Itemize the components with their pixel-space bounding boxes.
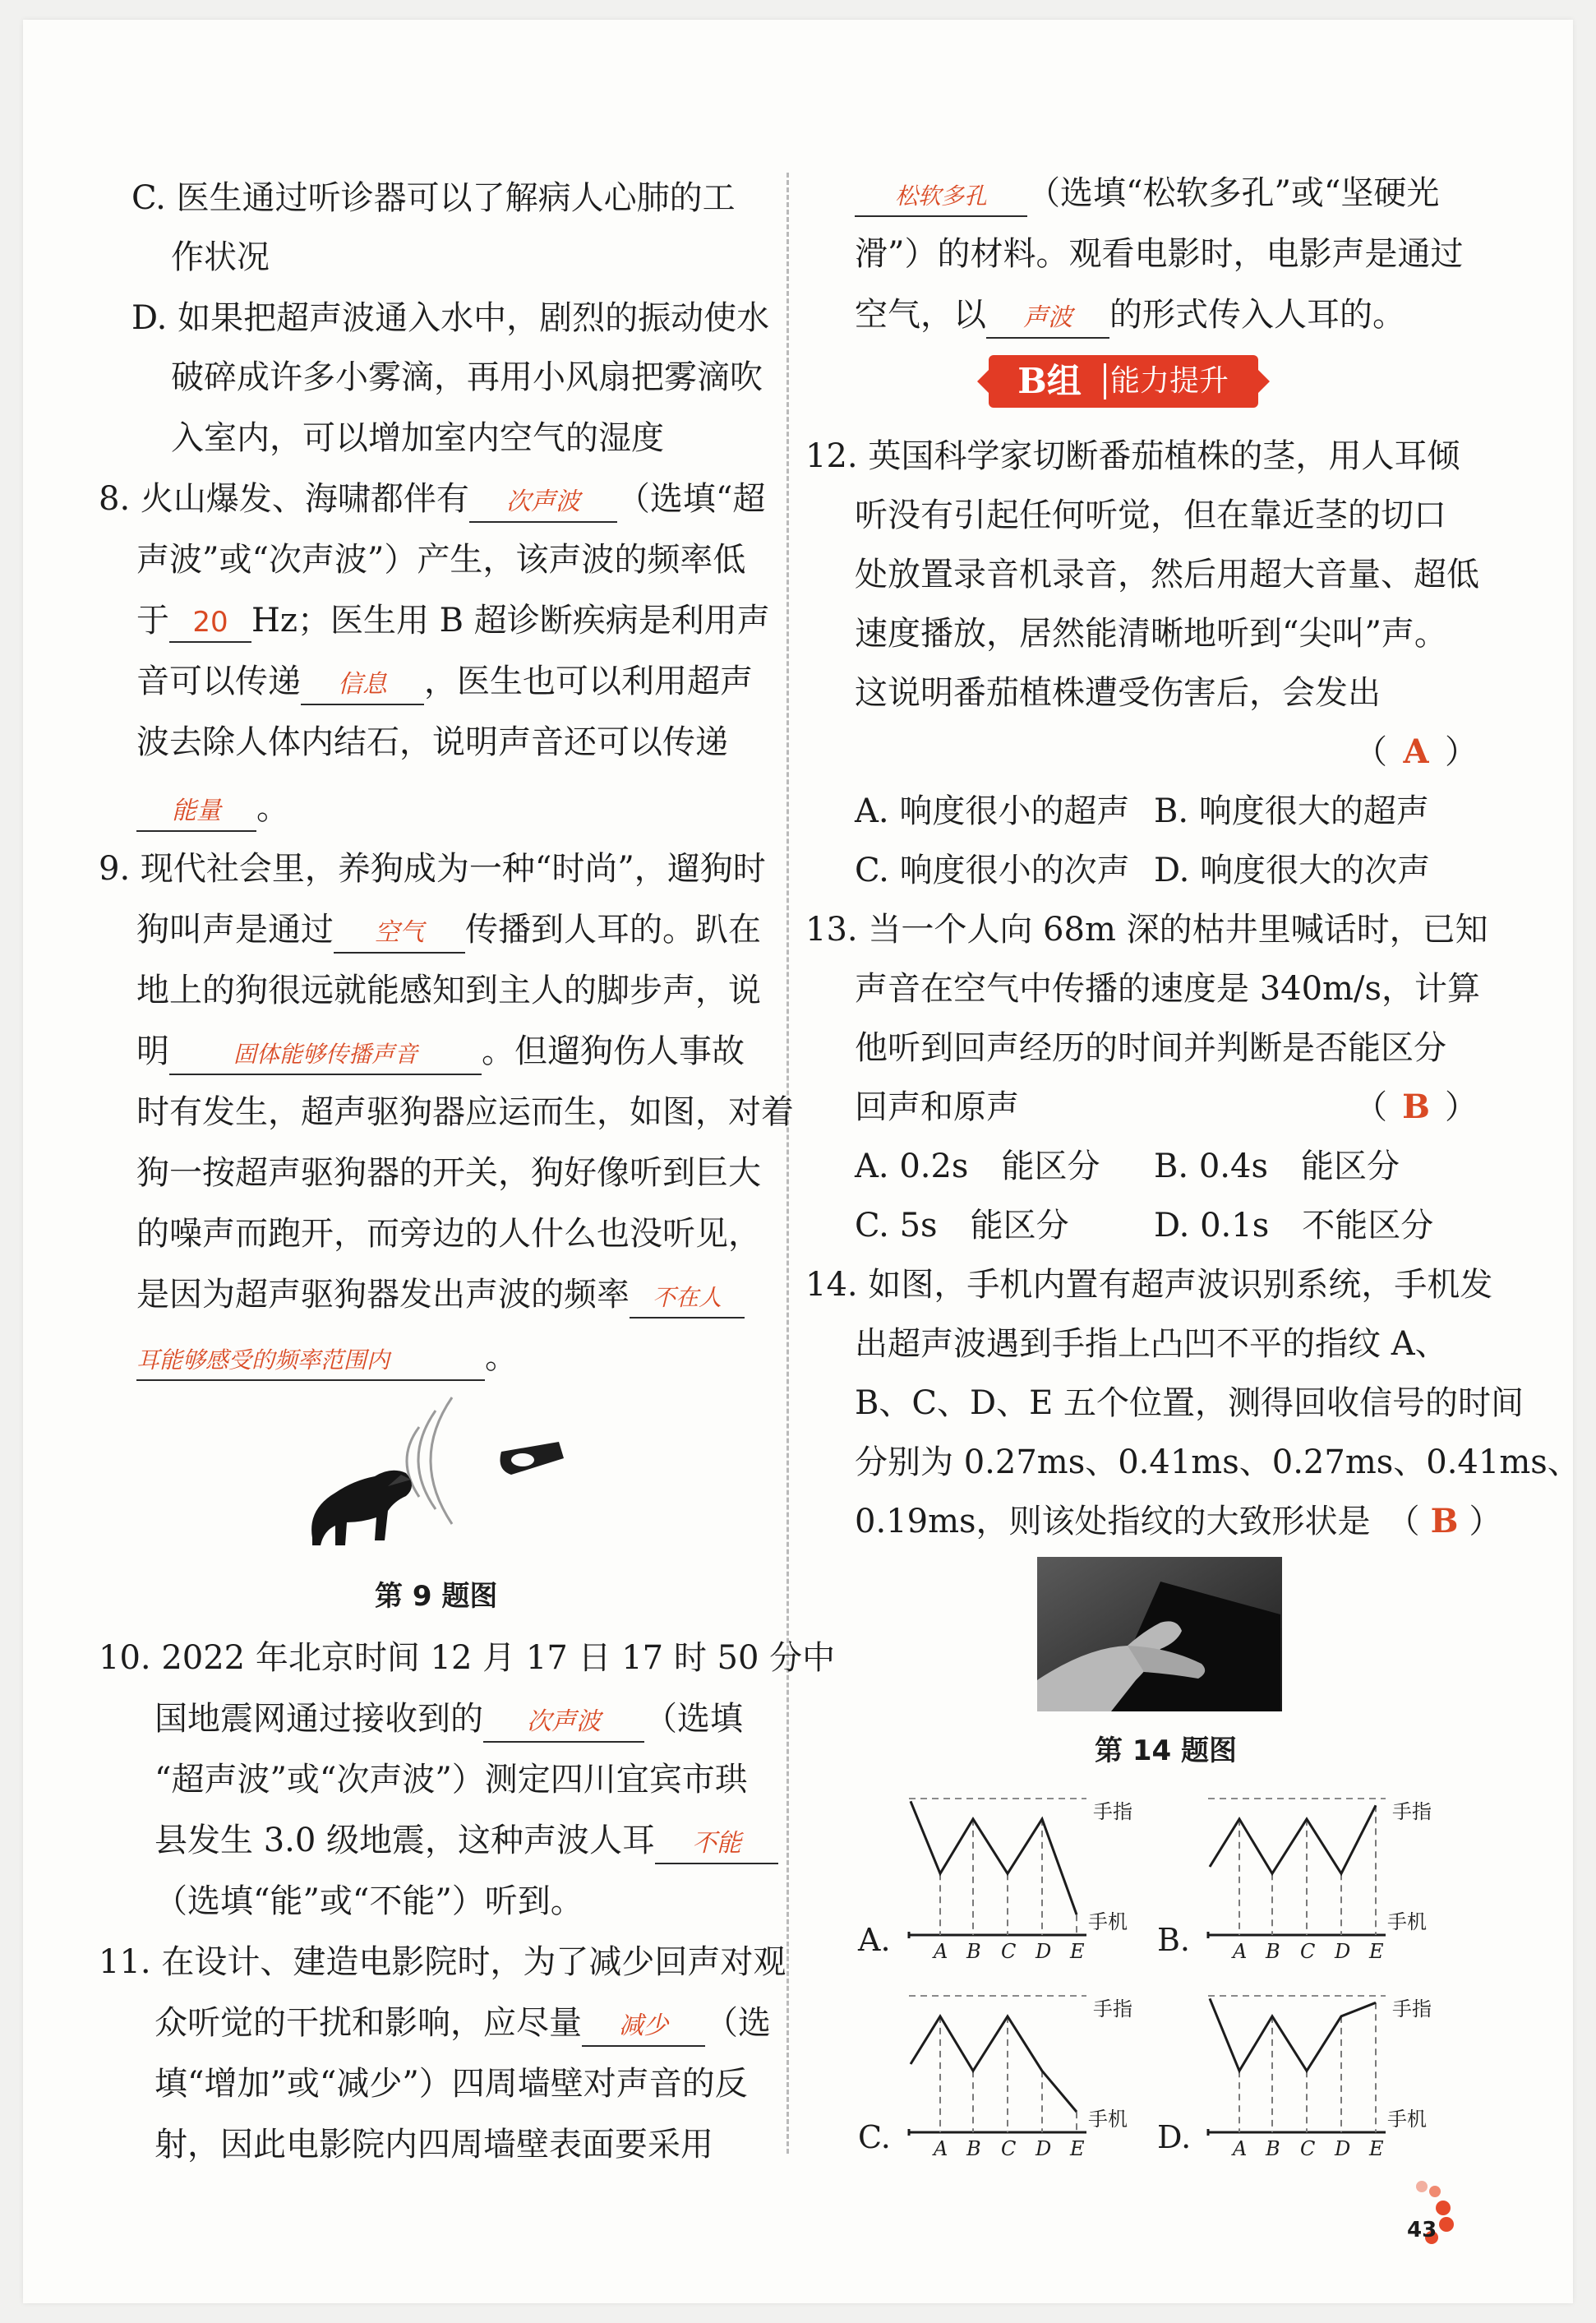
q11-line1: 11. 在设计、建造电影院时，为了减少回声对观 [99,1943,786,1981]
point-label-C: C [1001,1940,1017,1963]
finger-label: 手指 [1392,1800,1432,1823]
q9-figure-caption: 第 9 题图 [375,1580,498,1613]
q14-line1: 14. 如图，手机内置有超声波识别系统，手机发 [805,1266,1493,1304]
q14-graph-d [1190,1979,1437,2172]
q8-line5: 波去除人体内结石，说明声音还可以传递 [136,723,728,761]
q9-line6: 狗一按超声驱狗器的开关，狗好像听到巨大 [136,1154,761,1192]
fingerprint-profile-line [911,1801,1077,1914]
q13-line3: 他听到回声经历的时间并判断是否能区分 [855,1029,1446,1067]
point-label-C: C [1300,2137,1316,2160]
q12-option-b: B. 响度很大的超声 [1154,792,1429,830]
q9-answer-3b: 耳能够感受的频率范围内 [136,1342,485,1381]
fingerprint-profile-line [911,2016,1077,2112]
q12-option-d: D. 响度很大的次声 [1154,852,1431,889]
section-badge-b [989,349,1258,414]
point-label-E: E [1369,2137,1384,2160]
q10-line4: 县发生 3.0 级地震，这种声波人耳 不能 [155,1817,778,1864]
q10-line3: “超声波”或“次声波”）测定四川宜宾市珙 [155,1761,748,1799]
fingerprint-phone-photo [1037,1557,1282,1711]
q14-graph-a [891,1782,1137,1974]
q13-option-d: D. 0.1s 不能区分 [1154,1207,1434,1245]
q13-option-a: A. 0.2s 能区分 [855,1148,1100,1185]
q14-line5: 0.19ms，则该处指纹的大致形状是 （ B ） [855,1498,1502,1545]
point-label-D: D [1036,2137,1052,2160]
q11-line2: 众听觉的干扰和影响，应尽量 减少 （选 [155,1999,771,2047]
q12-option-a: A. 响度很小的超声 [855,792,1130,830]
point-label-E: E [1070,2137,1085,2160]
section-group-label: B组 [1017,361,1082,401]
q14-option-b-letter: B. [1157,1922,1191,1958]
finger-label: 手指 [1392,1997,1432,2021]
q10-line1: 10. 2022 年北京时间 12 月 17 日 17 时 50 分中 [99,1639,836,1677]
q11-line4: 射，因此电影院内四周墙壁表面要采用 [155,2126,713,2164]
q10-line2: 国地震网通过接收到的 次声波 （选填 [155,1695,743,1743]
q11-line3: 填“增加”或“减少”）四周墙壁对声音的反 [155,2065,748,2103]
point-label-B: B [966,1940,981,1963]
q12-answer: （ A ） [1354,732,1478,771]
q13-line2: 声音在空气中传播的速度是 340m/s，计算 [855,970,1480,1008]
q11-answer-3: 声波 [986,299,1109,339]
q13-answer: （ B ） [1354,1088,1478,1126]
q9-line9: 耳能够感受的频率范围内 。 [136,1333,518,1381]
q9-line4: 明 固体能够传播声音 。但遛狗伤人事故 [136,1028,745,1075]
q9-line7: 的噪声而跑开，而旁边的人什么也没听见， [136,1215,761,1253]
q12-line5: 这说明番茄植株遭受伤害后，会发出 [855,674,1381,712]
q14-line3: B、C、D、E 五个位置，测得回收信号的时间 [855,1384,1524,1422]
q14-line2: 出超声波遇到手指上凸凹不平的指纹 A、 [855,1325,1448,1363]
fingerprint-profile-line [1210,1805,1376,1873]
q14-line4: 分别为 0.27ms、0.41ms、0.27ms、0.41ms、 [855,1443,1580,1481]
page-number: 43 [1407,2218,1437,2242]
q13-option-c: C. 5s 能区分 [855,1207,1069,1245]
fingerprint-profile-line [1210,1998,1376,2071]
q12-line1: 12. 英国科学家切断番茄植株的茎，用人耳倾 [805,437,1460,475]
point-label-A: A [1233,2137,1248,2160]
q9-line2: 狗叫声是通过 空气 传播到人耳的。趴在 [136,906,761,954]
q12-line3: 处放置录音机录音，然后用超大音量、超低 [855,556,1479,593]
q8-line2: 声波”或“次声波”）产生，该声波的频率低 [136,541,746,579]
q7-option-c-line1: C. 医生通过听诊器可以了解病人心肺的工 [131,179,736,217]
section-title: 能力提升 [1110,364,1229,398]
phone-label: 手机 [1088,1910,1128,1933]
q14-option-d-letter: D. [1157,2119,1192,2155]
phone-label: 手机 [1387,1910,1427,1933]
q7-option-d-line3: 入室内，可以增加室内空气的湿度 [171,419,664,457]
column-divider [786,173,789,2154]
point-label-B: B [1266,2137,1280,2160]
point-label-B: B [966,2137,981,2160]
q9-answer-2: 固体能够传播声音 [169,1036,482,1075]
q9-line3: 地上的狗很远就能感知到主人的脚步声，说 [136,972,761,1009]
point-label-D: D [1036,1940,1052,1963]
point-label-E: E [1070,1940,1085,1963]
q14-graph-b [1190,1782,1437,1974]
q14-graph-c [891,1979,1137,2172]
q9-line8: 是因为超声驱狗器发出声波的频率 不在人 [136,1271,745,1319]
q9-line1: 9. 现代社会里，养狗成为一种“时尚”，遛狗时 [99,850,766,888]
point-label-C: C [1300,1940,1316,1963]
q14-figure-caption: 第 14 题图 [1095,1734,1237,1767]
q13-line1: 13. 当一个人向 68m 深的枯井里喊话时，已知 [805,911,1488,949]
q10-answer-1: 次声波 [483,1703,644,1743]
q12-option-c: C. 响度很小的次声 [855,852,1130,889]
q13-line4: 回声和原声 [855,1088,1019,1126]
q8-line3: 于 20 Hz；医生用 B 超诊断疾病是利用声 [136,597,770,644]
q9-answer-1: 空气 [334,914,465,954]
q14-option-a-letter: A. [858,1922,891,1958]
point-label-A: A [1233,1940,1248,1963]
point-label-E: E [1369,1940,1384,1963]
q10-answer-2: 不能 [655,1825,778,1864]
finger-label: 手指 [1093,1997,1132,2021]
dog-repeller-figure [296,1394,567,1559]
q11-line5: 松软多孔 （选填“松软多孔”或“坚硬光 [855,169,1439,217]
q7-option-d-line2: 破碎成许多小雾滴，再用小风扇把雾滴吹 [171,358,763,396]
q8-answer-4: 能量 [136,792,256,832]
q12-line4: 速度播放，居然能清晰地听到“尖叫”声。 [855,615,1447,653]
q12-line2: 听没有引起任何听觉，但在靠近茎的切口 [855,496,1446,534]
q14-option-c-letter: C. [858,2119,891,2155]
q11-answer-1: 减少 [582,2007,705,2047]
q7-option-d-line1: D. 如果把超声波通入水中，剧烈的振动使水 [131,299,770,337]
q8-answer-2: 20 [169,603,251,643]
q8-line1: 8. 火山爆发、海啸都伴有 次声波 （选填“超 [99,475,765,523]
q8-line6: 能量 。 [136,784,289,832]
q9-line5: 时有发生，超声驱狗器应运而生，如图，对着 [136,1093,794,1131]
q11-line7: 空气，以 声波 的形式传入人耳的。 [855,291,1405,339]
point-label-A: A [934,2137,948,2160]
q13-option-b: B. 0.4s 能区分 [1154,1148,1400,1185]
point-label-D: D [1335,1940,1351,1963]
phone-label: 手机 [1387,2108,1427,2131]
q9-answer-3a: 不在人 [630,1279,745,1319]
q8-line4: 音可以传递 信息 ，医生也可以利用超声 [136,658,753,705]
q11-answer-2: 松软多孔 [855,178,1027,217]
q11-line6: 滑”）的材料。观看电影时，电影声是通过 [855,235,1464,273]
point-label-C: C [1001,2137,1017,2160]
q8-answer-1: 次声波 [469,483,617,523]
phone-label: 手机 [1088,2108,1128,2131]
finger-label: 手指 [1093,1800,1132,1823]
point-label-A: A [934,1940,948,1963]
q14-answer: B [1430,1502,1459,1540]
point-label-B: B [1266,1940,1280,1963]
point-label-D: D [1335,2137,1351,2160]
q8-answer-3: 信息 [301,666,424,705]
q7-option-c-line2: 作状况 [171,238,270,276]
q10-line5: （选填“能”或“不能”）听到。 [155,1882,584,1920]
